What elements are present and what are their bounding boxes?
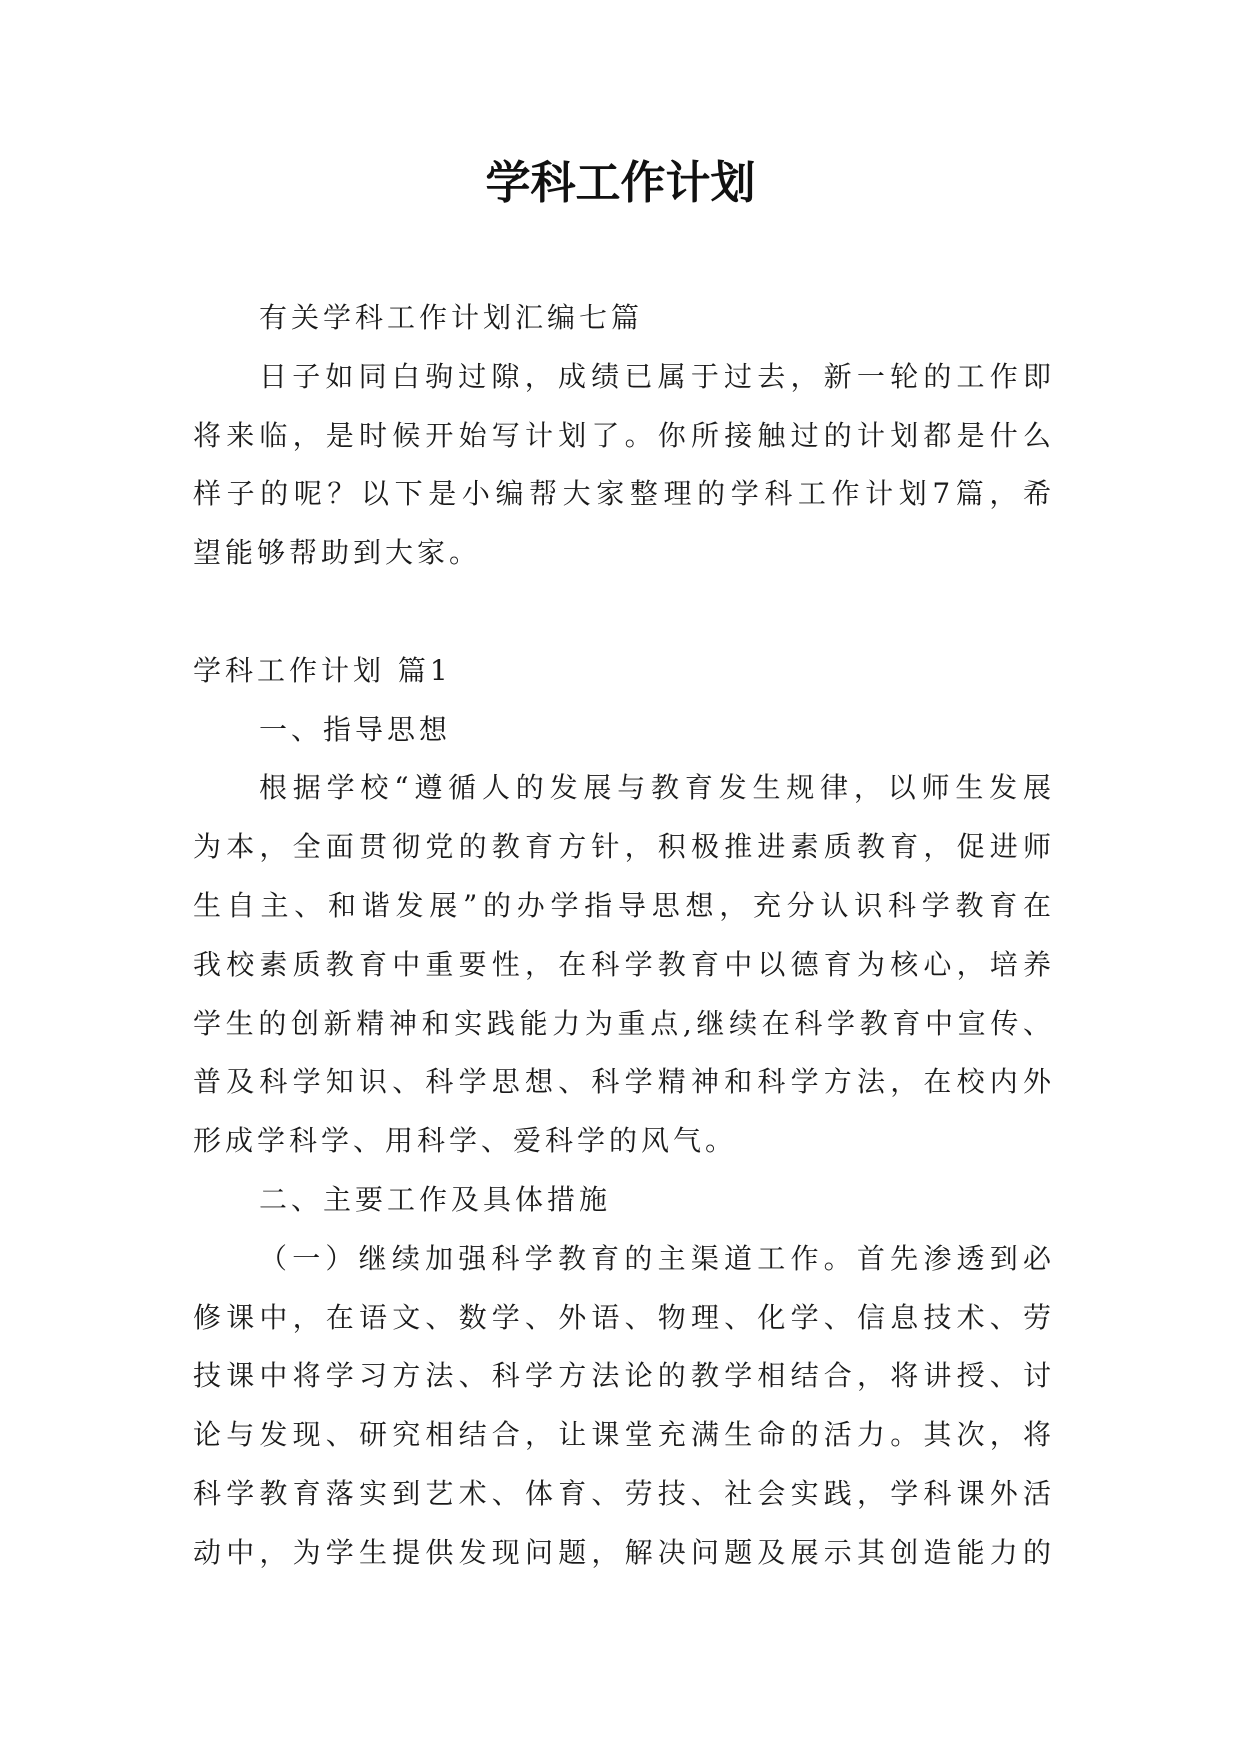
paragraph-line: 望能够帮助到大家。: [193, 536, 482, 570]
paragraph-line: 论与发现、研究相结合，让课堂充满生命的活力。其次，将: [193, 1418, 1055, 1452]
blank-line: [193, 583, 1055, 642]
paragraph-line: 为本，全面贯彻党的教育方针，积极推进素质教育，促进师: [193, 830, 1055, 864]
section-heading: 二、主要工作及具体措施: [259, 1182, 612, 1216]
paragraph-line: 普及科学知识、科学思想、科学精神和科学方法，在校内外: [193, 1065, 1055, 1099]
article-heading: 学科工作计划 篇1: [193, 653, 452, 687]
section-2-paragraph: [193, 1230, 1055, 1583]
paragraph-line: 学生的创新精神和实践能力为重点,继续在科学教育中宣传、: [193, 1006, 1055, 1040]
paragraph-line: 技课中将学习方法、科学方法论的教学相结合，将讲授、讨: [193, 1359, 1055, 1393]
paragraph-line: 我校素质教育中重要性，在科学教育中以德育为核心，培养: [193, 947, 1055, 981]
paragraph-line: 动中，为学生提供发现问题，解决问题及展示其创造能力的: [193, 1535, 1055, 1569]
intro-paragraph: [193, 348, 1055, 583]
paragraph-line: 日子如同白驹过隙，成绩已属于过去，新一轮的工作即: [259, 359, 1055, 393]
paragraph-line: 生自主、和谐发展”的办学指导思想，充分认识科学教育在: [193, 888, 1055, 922]
paragraph-line: 样子的呢？以下是小编帮大家整理的学科工作计划7篇，希: [193, 477, 1055, 511]
paragraph-line: 根据学校“遵循人的发展与教育发生规律，以师生发展: [259, 771, 1055, 805]
document-title: 学科工作计划: [485, 156, 756, 209]
paragraph-line: 科学教育落实到艺术、体育、劳技、社会实践，学科课外活: [193, 1476, 1055, 1510]
section-heading: 一、指导思想: [259, 712, 452, 746]
paragraph-line: 形成学科学、用科学、爱科学的风气。: [193, 1124, 738, 1158]
paragraph-line: 将来临，是时候开始写计划了。你所接触过的计划都是什么: [193, 418, 1055, 452]
paragraph-line: 修课中，在语文、数学、外语、物理、化学、信息技术、劳: [193, 1300, 1055, 1334]
section-1-paragraph: [193, 759, 1055, 1171]
paragraph-line: （一）继续加强科学教育的主渠道工作。首先渗透到必: [259, 1241, 1055, 1275]
document-body: [193, 289, 1055, 1583]
intro-heading: 有关学科工作计划汇编七篇: [259, 301, 644, 334]
